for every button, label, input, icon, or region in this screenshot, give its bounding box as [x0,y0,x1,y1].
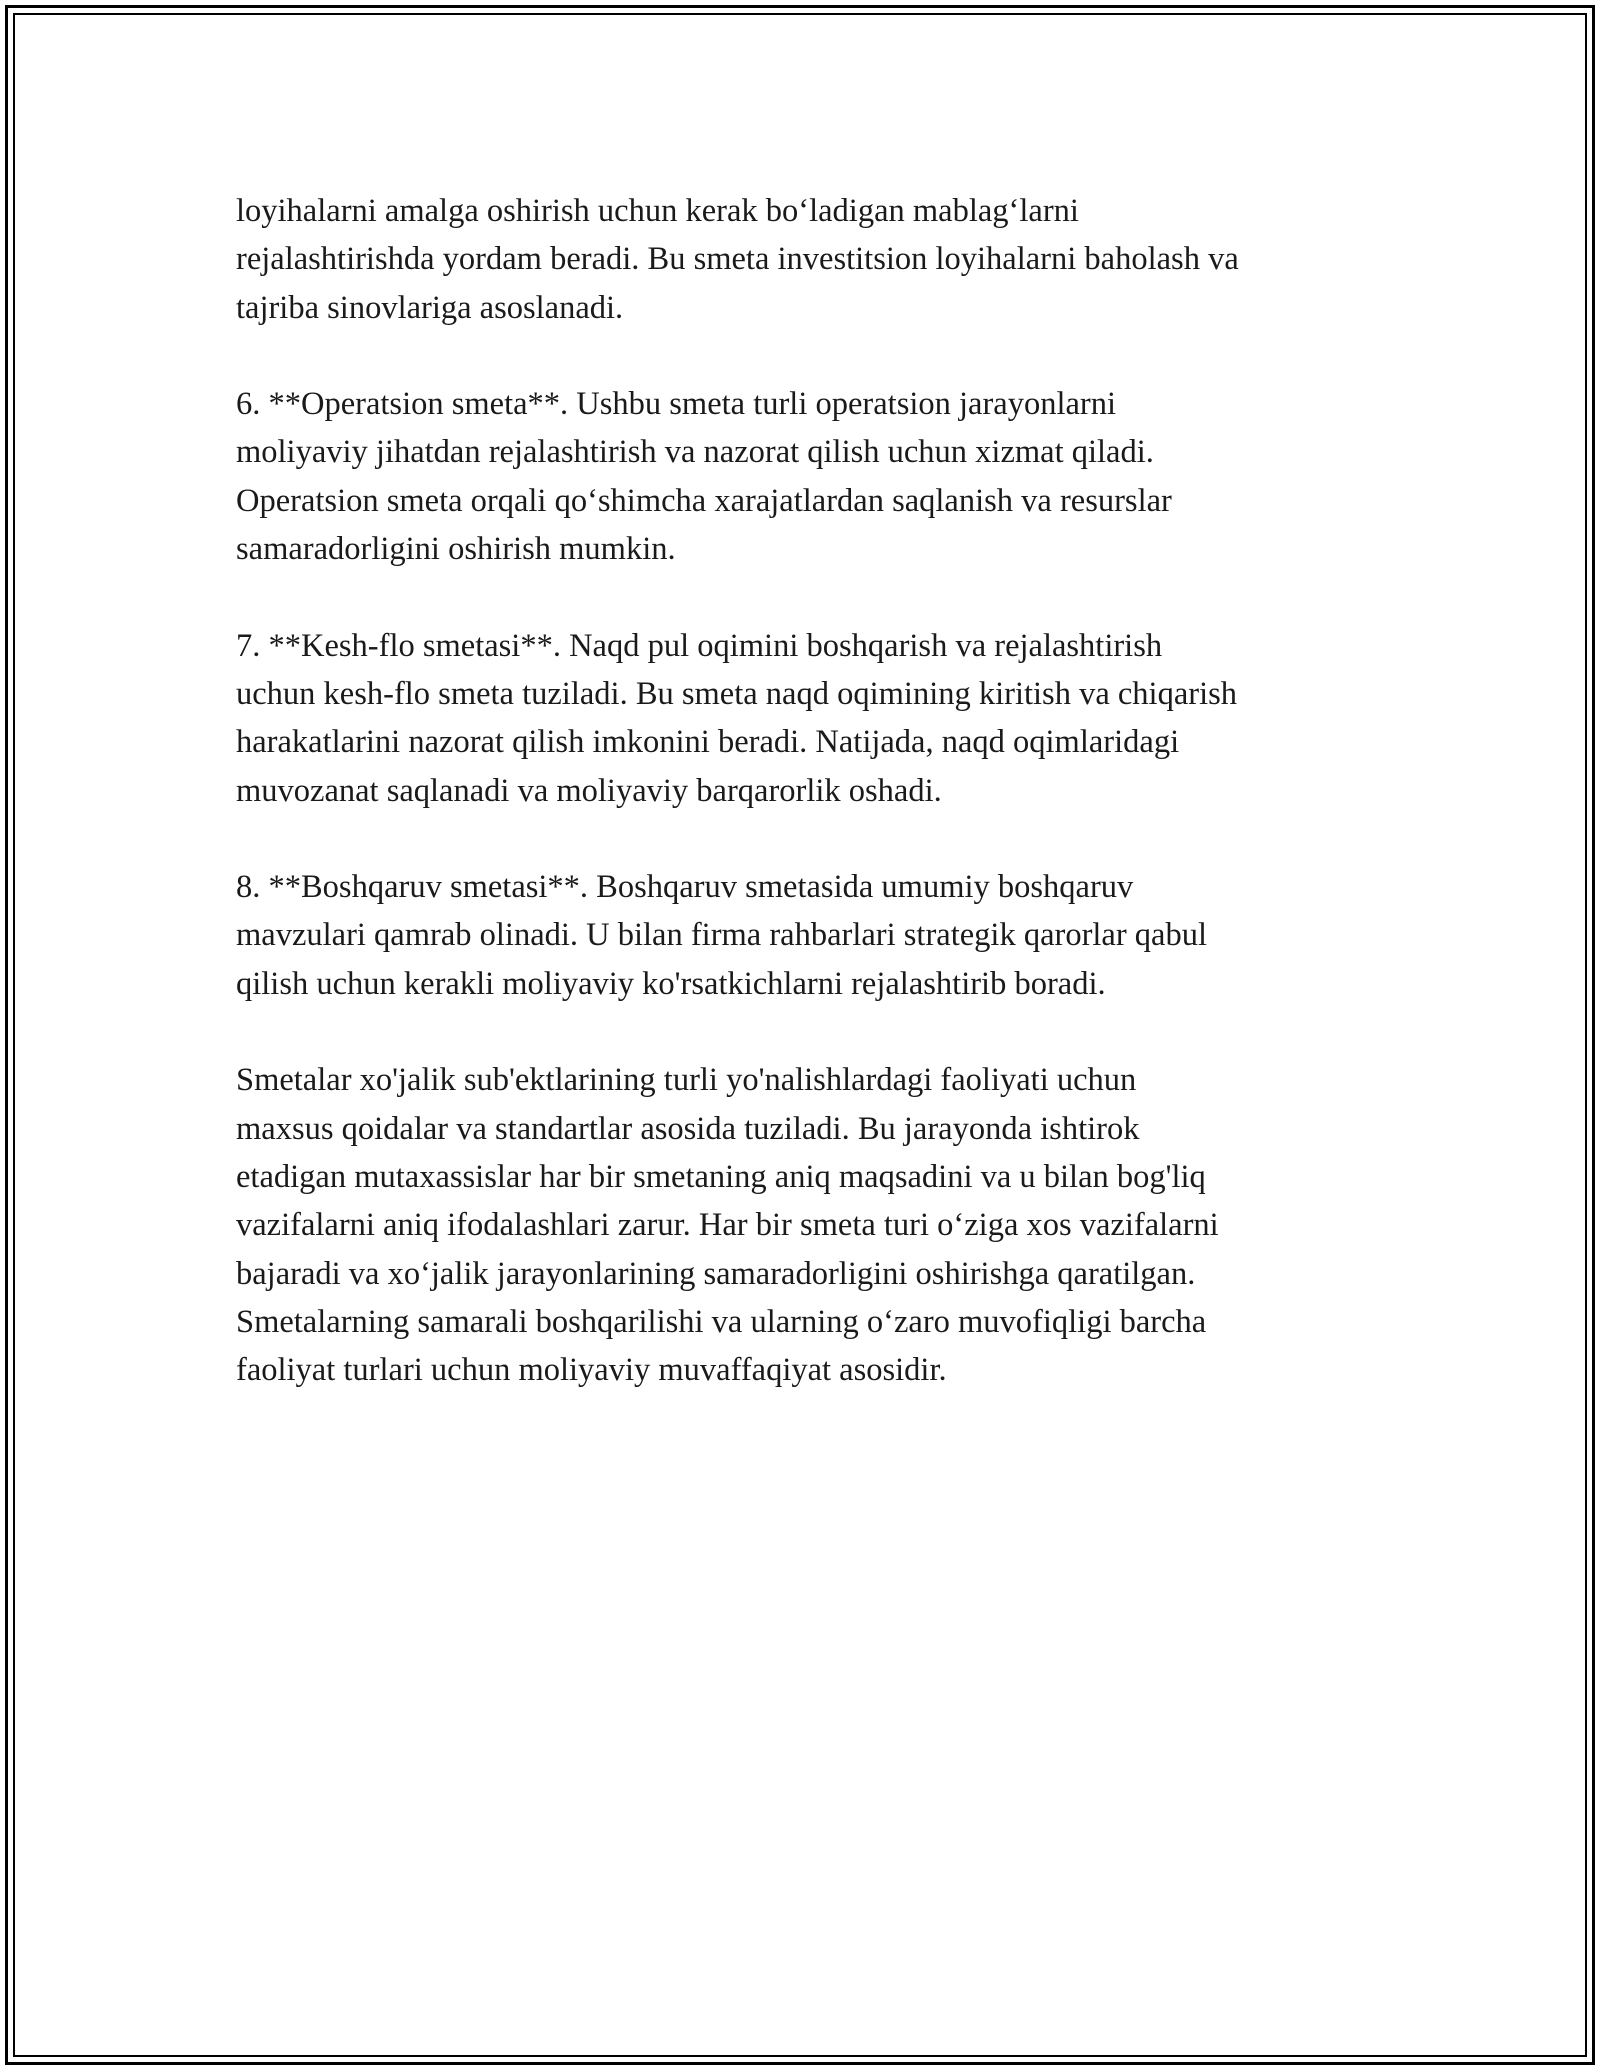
document-body [236,187,1396,1443]
paragraph-conclusion: Smetalar xo'jalik sub'ektlarining turli yo'nalishlardagi faoliyati uchun maxsus qoidalar va standartlar asosida tuziladi. Bu jarayonda ishtirok etadigan mutaxassislar har bir smetaning aniq maqsadini va u bilan bog'liq vazifalarni aniq ifodalashlari zarur. Har bir smeta turi o‘ziga xos vazifalarni bajaradi va xo‘jalik jarayonlarining samaradorligini oshirishga qaratilgan. Smetalarning samarali boshqarilishi va ularning o‘zaro muvofiqligi barcha faoliyat turlari uchun moliyaviy muvaffaqiyat asosidir. [236,1062,1219,1389]
paragraph-management-budget: 8. **Boshqaruv smetasi**. Boshqaruv smetasida umumiy boshqaruv mavzulari qamrab olinadi. U bilan firma rahbarlari strategik qarorlar qabul qilish uchun kerakli moliyaviy ko'rsatkichlarni rejalashtirib boradi. [236,869,1208,1002]
paragraph-investment-continuation: loyihalarni amalga oshirish uchun kerak bo‘ladigan mablag‘larni rejalashtirishda yordam beradi. Bu smeta investitsion loyihalarni baholash va tajriba sinovlariga asoslanadi. [236,193,1239,326]
paragraph-cash-flow-budget: 7. **Kesh-flo smetasi**. Naqd pul oqimini boshqarish va rejalashtirish uchun kesh-flo smeta tuziladi. Bu smeta naqd oqimining kiritish va chiqarish harakatlarini nazorat qilish imkonini beradi. Natijada, naqd oqimlaridagi muvozanat saqlanadi va moliyaviy barqarorlik oshadi. [236,627,1237,809]
paragraph-operational-budget: 6. **Operatsion smeta**. Ushbu smeta turli operatsion jarayonlarni moliyaviy jihatdan rejalashtirish va nazorat qilish uchun xizmat qiladi. Operatsion smeta orqali qo‘shimcha xarajatlardan saqlanish va resurslar samaradorligini oshirish mumkin. [236,386,1172,568]
